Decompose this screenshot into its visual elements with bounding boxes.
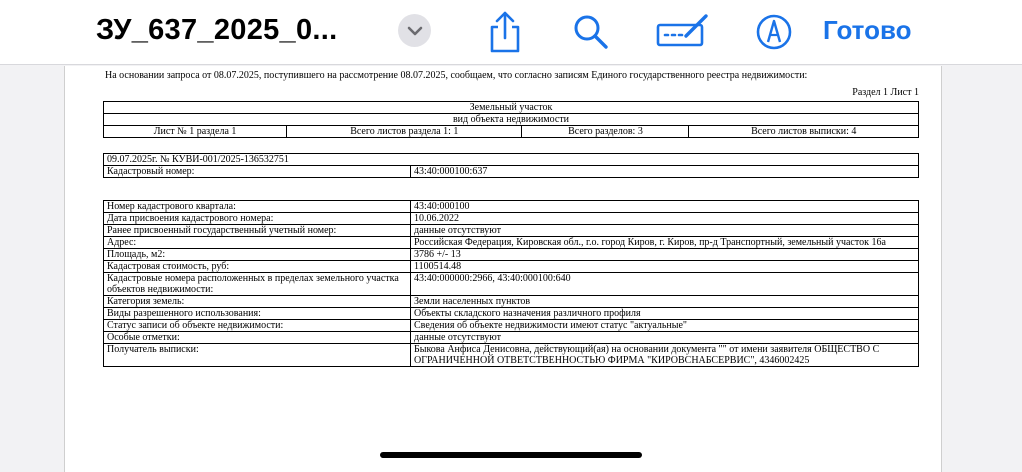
extract-table bbox=[103, 153, 919, 178]
document-page bbox=[64, 66, 942, 472]
row-label: Ранее присвоенный государственный учетный номер: bbox=[104, 225, 411, 237]
done-button[interactable]: Готово bbox=[823, 15, 912, 45]
total-sheets-section: Всего листов раздела 1: 1 bbox=[287, 126, 522, 138]
row-value: Объекты складского назначения различного профиля bbox=[411, 308, 919, 320]
row-label: Получатель выписки: bbox=[104, 344, 411, 367]
row-value: 3786 +/- 13 bbox=[411, 249, 919, 261]
row-label: Статус записи об объекте недвижимости: bbox=[104, 320, 411, 332]
details-table bbox=[103, 200, 919, 367]
sheet-no: Лист № 1 раздела 1 bbox=[104, 126, 287, 138]
section-label: Раздел 1 Лист 1 bbox=[852, 87, 919, 98]
row-value: Российская Федерация, Кировская обл., г.о. город Киров, г. Киров, пр-д Транспортный, земельный участок 16а bbox=[411, 237, 919, 249]
row-label: Особые отметки: bbox=[104, 332, 411, 344]
table-row bbox=[104, 201, 919, 213]
table-row bbox=[104, 320, 919, 332]
toolbar bbox=[0, 0, 1022, 65]
row-value: Земли населенных пунктов bbox=[411, 296, 919, 308]
total-sections: Всего разделов: 3 bbox=[522, 126, 689, 138]
table-row bbox=[104, 308, 919, 320]
object-type: Земельный участок bbox=[104, 102, 919, 114]
cadastral-value: 43:40:000100:637 bbox=[411, 166, 919, 178]
pen-icon[interactable] bbox=[752, 10, 796, 54]
table-row bbox=[104, 261, 919, 273]
file-title[interactable]: ЗУ_637_2025_0... bbox=[96, 14, 338, 46]
chevron-down-icon[interactable] bbox=[398, 14, 431, 47]
table-row bbox=[104, 332, 919, 344]
row-value: данные отсутствуют bbox=[411, 225, 919, 237]
row-value: Сведения об объекте недвижимости имеют статус "актуальные" bbox=[411, 320, 919, 332]
cadastral-label: Кадастровый номер: bbox=[104, 166, 411, 178]
row-label: Кадастровая стоимость, руб: bbox=[104, 261, 411, 273]
extract-ref: 09.07.2025г. № КУВИ-001/2025-136532751 bbox=[104, 154, 919, 166]
row-value: 10.06.2022 bbox=[411, 213, 919, 225]
row-value: Быкова Анфиса Денисовна, действующий(ая) на основании документа "" от имени заявителя ОБЩЕСТВО С ОГРАНИЧЕННОЙ ОТВЕТСТВЕННОСТЬЮ ФИРМА "КИРОВСНАБСЕРВИС", 4346002425 bbox=[411, 344, 919, 367]
intro-text: На основании запроса от 08.07.2025, поступившего на рассмотрение 08.07.2025, сообщаем, что согласно записям Единого государственного реестра недвижимости: bbox=[105, 70, 808, 81]
object-type-caption: вид объекта недвижимости bbox=[104, 114, 919, 126]
search-icon[interactable] bbox=[569, 10, 613, 54]
row-label: Дата присвоения кадастрового номера: bbox=[104, 213, 411, 225]
row-value: данные отсутствуют bbox=[411, 332, 919, 344]
row-label: Адрес: bbox=[104, 237, 411, 249]
table-row bbox=[104, 237, 919, 249]
row-label: Площадь, м2: bbox=[104, 249, 411, 261]
row-value: 43:40:000100 bbox=[411, 201, 919, 213]
table-row bbox=[104, 249, 919, 261]
markup-icon[interactable] bbox=[656, 10, 712, 54]
row-label: Номер кадастрового квартала: bbox=[104, 201, 411, 213]
row-value: 1100514.48 bbox=[411, 261, 919, 273]
row-label: Виды разрешенного использования: bbox=[104, 308, 411, 320]
table-row bbox=[104, 273, 919, 296]
row-label: Категория земель: bbox=[104, 296, 411, 308]
table-row bbox=[104, 225, 919, 237]
share-icon[interactable] bbox=[483, 10, 527, 54]
header-table bbox=[103, 101, 919, 138]
table-row bbox=[104, 296, 919, 308]
row-value: 43:40:000000:2966, 43:40:000100:640 bbox=[411, 273, 919, 296]
total-sheets-extract: Всего листов выписки: 4 bbox=[689, 126, 919, 138]
table-row bbox=[104, 344, 919, 367]
row-label: Кадастровые номера расположенных в пределах земельного участка объектов недвижимости: bbox=[104, 273, 411, 296]
table-row bbox=[104, 213, 919, 225]
home-indicator[interactable] bbox=[380, 452, 642, 458]
